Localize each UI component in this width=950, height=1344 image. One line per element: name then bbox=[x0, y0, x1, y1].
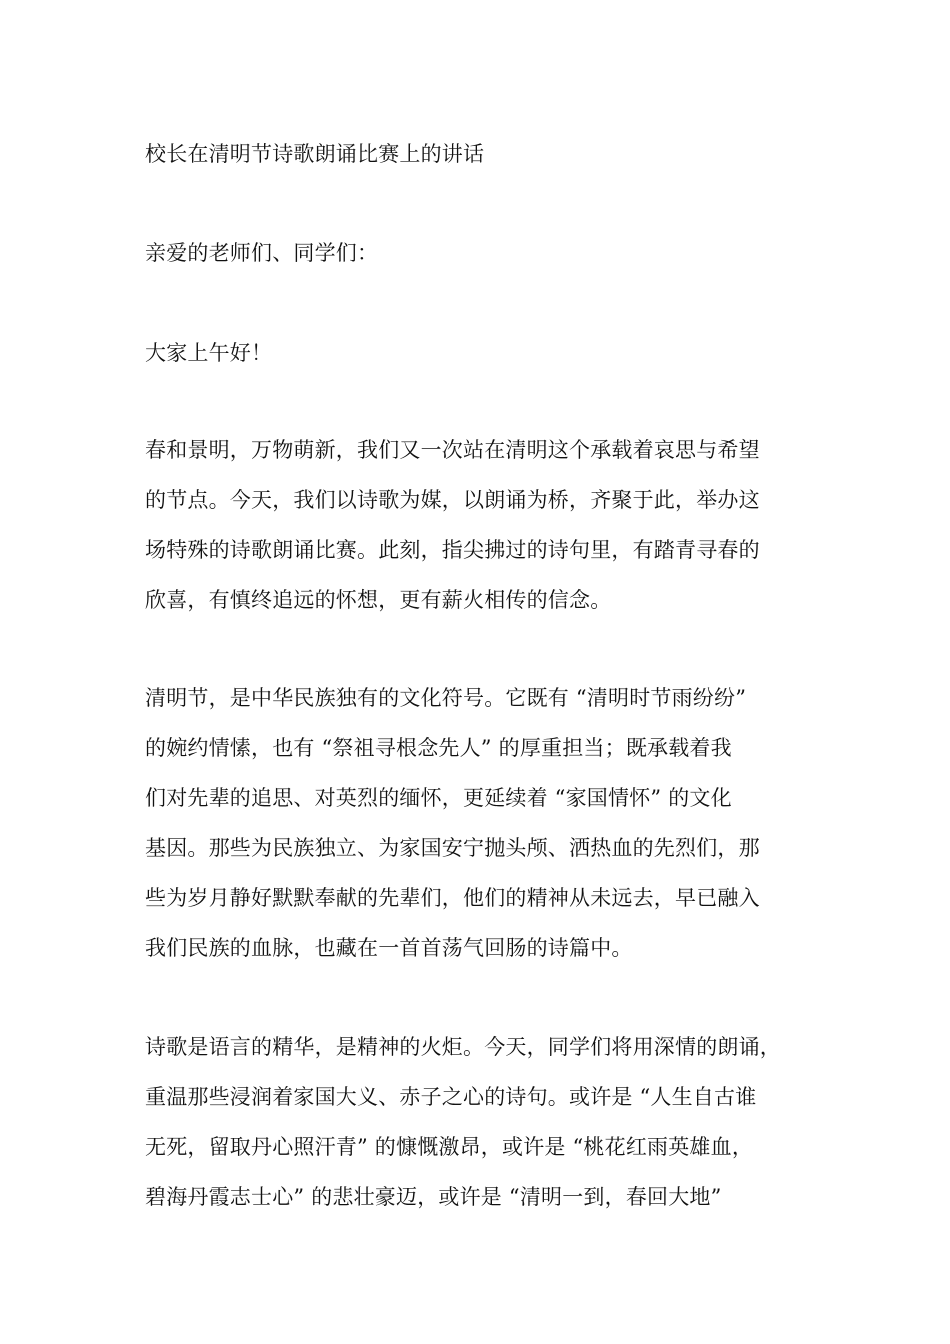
salutation: 亲爱的老师们、同学们： bbox=[145, 241, 379, 265]
paragraph-line: 我们民族的血脉，也藏在一首首荡气回肠的诗篇中。 bbox=[145, 936, 633, 960]
paragraph-line: 春和景明，万物萌新，我们又一次站在清明这个承载着哀思与希望 bbox=[145, 438, 760, 462]
paragraph-line: 碧海丹霞志士心” 的悲壮豪迈，或许是 “清明一到，春回大地” bbox=[145, 1185, 722, 1209]
paragraph-line: 诗歌是语言的精华，是精神的火炬。今天，同学们将用深情的朗诵， bbox=[145, 1035, 781, 1059]
paragraph-line: 清明节，是中华民族独有的文化符号。它既有 “清明时节雨纷纷” bbox=[145, 686, 747, 710]
paragraph-line: 基因。那些为民族独立、为家国安宁抛头颅、洒热血的先烈们，那 bbox=[145, 836, 760, 860]
paragraph-line: 场特殊的诗歌朗诵比赛。此刻，指尖拂过的诗句里，有踏青寻春的 bbox=[145, 538, 760, 562]
greeting: 大家上午好！ bbox=[145, 341, 273, 365]
paragraph-line: 的节点。今天，我们以诗歌为媒，以朗诵为桥，齐聚于此，举办这 bbox=[145, 488, 760, 512]
paragraph-line: 些为岁月静好默默奉献的先辈们，他们的精神从未远去，早已融入 bbox=[145, 886, 760, 910]
paragraph-line: 欣喜，有慎终追远的怀想，更有薪火相传的信念。 bbox=[145, 588, 612, 612]
paragraph-line: 们对先辈的追思、对英烈的缅怀，更延续着 “家国情怀” 的文化 bbox=[145, 786, 732, 810]
paragraph-line: 的婉约情愫，也有 “祭祖寻根念先人” 的厚重担当；既承载着我 bbox=[145, 736, 732, 760]
paragraph-line: 重温那些浸润着家国大义、赤子之心的诗句。或许是 “人生自古谁 bbox=[145, 1085, 757, 1109]
paragraph-line: 无死，留取丹心照汗青” 的慷慨激昂，或许是 “桃花红雨英雄血， bbox=[145, 1135, 754, 1159]
document-title: 校长在清明节诗歌朗诵比赛上的讲话 bbox=[145, 142, 485, 166]
